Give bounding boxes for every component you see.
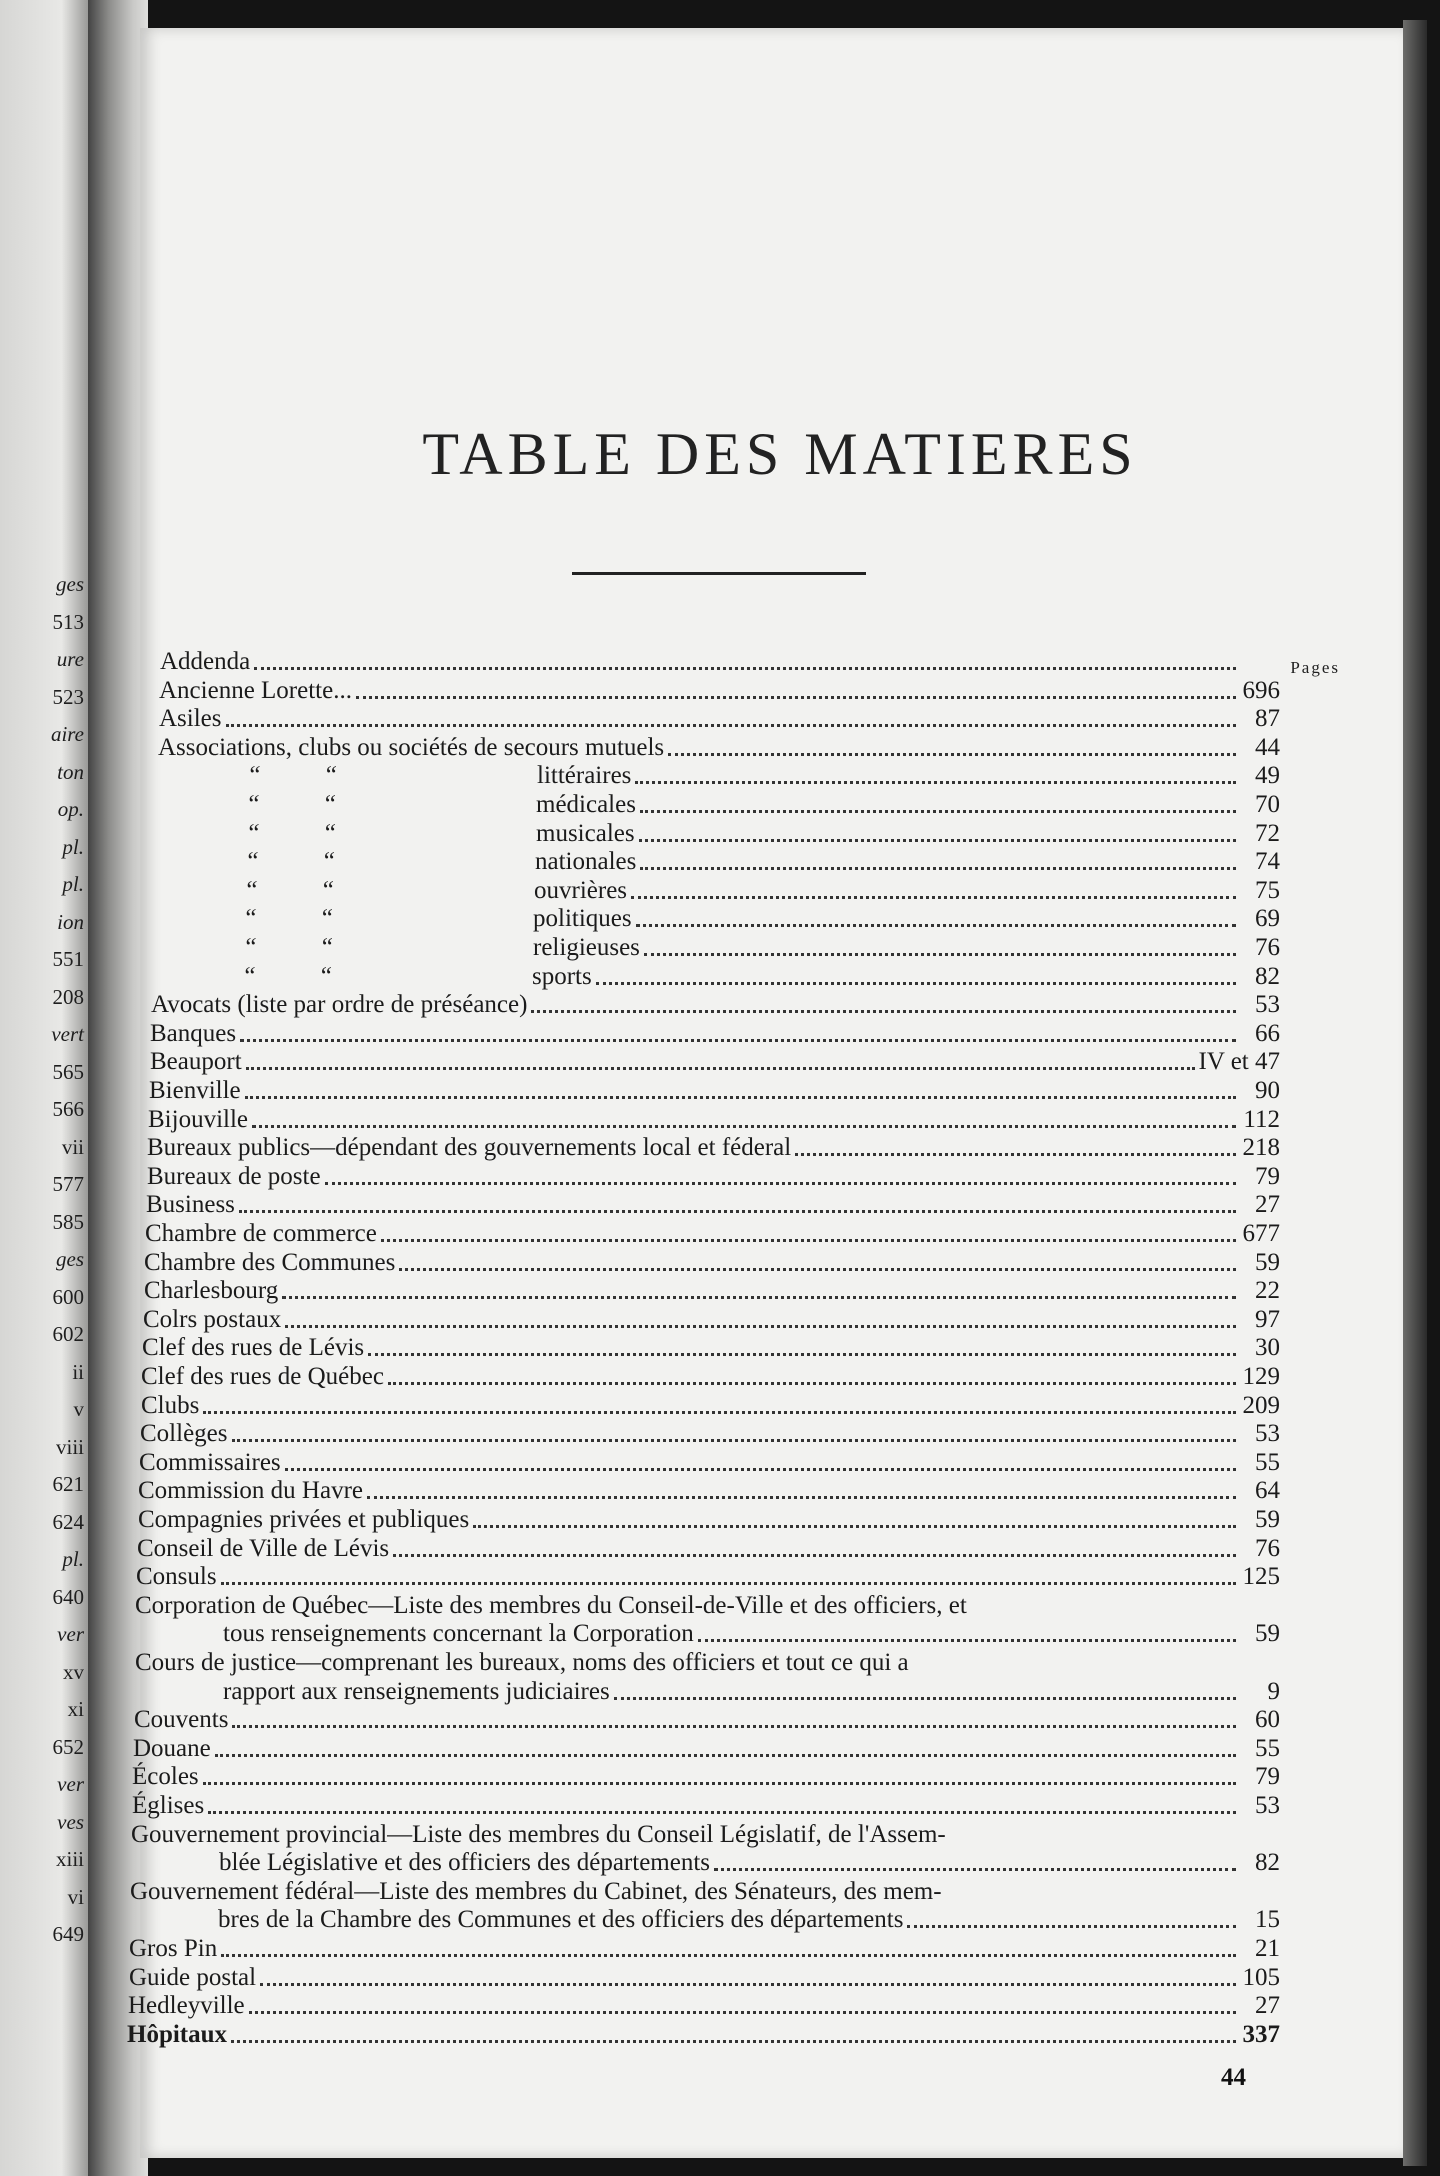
left-page-fragment: ver	[57, 1622, 84, 1646]
left-page-fragment: 600	[52, 1284, 84, 1309]
toc-entry	[151, 989, 1280, 1019]
toc-page-number: 30	[1255, 1334, 1280, 1362]
leader-dots	[285, 1468, 1236, 1471]
toc-entry-title: Gouvernement provincial—Liste des membres du Conseil Législatif, de l'Assem-	[131, 1820, 946, 1848]
toc-entry	[131, 1819, 1280, 1849]
toc-entry-title: Collèges	[140, 1420, 228, 1448]
toc-entry	[128, 1990, 1280, 2020]
leader-dots	[596, 982, 1236, 985]
toc-page-number: 59	[1255, 1506, 1280, 1533]
toc-entry	[136, 1561, 1280, 1591]
toc-page-number: 69	[1255, 905, 1280, 933]
left-page-edge	[0, 0, 88, 2176]
toc-entry-title: Colrs postaux	[143, 1305, 282, 1333]
toc-entry-title: Écoles	[132, 1763, 199, 1791]
ditto-marks: “ “	[243, 905, 334, 933]
toc-entry-title: Consuls	[136, 1563, 217, 1591]
toc-entry-title: Bijouville	[148, 1105, 248, 1133]
leader-dots	[203, 1782, 1236, 1785]
left-page-fragment: 602	[52, 1322, 84, 1346]
leader-dots	[260, 1983, 1236, 1986]
toc-entry-title: Églises	[132, 1792, 205, 1819]
toc-entry	[160, 646, 1280, 676]
toc-entry-continuation-text: bres de la Chambre des Communes et des officiers des départements	[218, 1906, 904, 1934]
toc-entry	[135, 1590, 1280, 1620]
left-page-fragment: ver	[57, 1772, 84, 1796]
toc-entry-title: Cours de justice—comprenant les bureaux, noms des officiers et tout ce qui a	[135, 1649, 909, 1676]
ditto-marks: “ “	[243, 934, 334, 961]
toc-page-number: 64	[1255, 1477, 1280, 1505]
toc-entry-title: Hedleyville	[128, 1992, 245, 2020]
left-page-fragment: ii	[72, 1359, 84, 1384]
left-page-fragment: v	[73, 1397, 84, 1421]
left-page-fragment: 513	[52, 609, 84, 634]
toc-page-number: 209	[1242, 1391, 1280, 1419]
left-page-fragment: 565	[52, 1059, 84, 1084]
toc-entry	[144, 1247, 1280, 1277]
leader-dots	[232, 1725, 1236, 1728]
leader-dots	[367, 1496, 1236, 1499]
toc-page-number: 677	[1242, 1220, 1280, 1247]
leader-dots	[215, 1754, 1236, 1757]
toc-entry-title: Douane	[133, 1734, 211, 1762]
leader-dots	[231, 2040, 1236, 2043]
toc-entry-title: musicales	[536, 819, 635, 847]
toc-page-number: 76	[1255, 1534, 1280, 1562]
toc-entry	[141, 1390, 1280, 1420]
leader-dots	[381, 1239, 1236, 1242]
left-page-fragment: vert	[51, 1022, 84, 1046]
left-page-fragment: ves	[57, 1809, 84, 1834]
leader-dots	[240, 1039, 1236, 1042]
leader-dots	[356, 696, 1236, 699]
leader-dots	[640, 810, 1236, 813]
leader-dots	[635, 781, 1236, 784]
left-page-fragment: ges	[56, 572, 84, 596]
leader-dots	[221, 1582, 1236, 1585]
toc-entry-title: Business	[146, 1191, 235, 1219]
toc-entry	[145, 1218, 1280, 1248]
toc-entry	[159, 675, 1280, 705]
left-page-fragment: pl.	[62, 834, 84, 859]
toc-page-number: 59	[1255, 1248, 1280, 1276]
left-page-fragment: 523	[52, 684, 84, 709]
toc-entry	[144, 1275, 1280, 1305]
ditto-marks: “ “	[245, 848, 336, 876]
trailing-page-number: 44	[1221, 2064, 1246, 2091]
toc-page-number: 105	[1242, 1963, 1280, 1991]
left-page-fragment: 208	[52, 984, 84, 1009]
toc-entry	[147, 1132, 1280, 1162]
left-page-fragment: 566	[52, 1097, 84, 1121]
toc-page-number: 55	[1255, 1448, 1280, 1476]
toc-page-number: 218	[1242, 1134, 1280, 1162]
toc-page-number: 337	[1242, 2020, 1280, 2048]
toc-entry	[150, 1018, 1280, 1048]
toc-entry	[135, 1647, 1280, 1677]
leader-dots	[232, 1439, 1237, 1442]
toc-page-number: 125	[1242, 1563, 1280, 1591]
toc-entry-title: Charlesbourg	[144, 1277, 279, 1305]
book-page	[127, 28, 1403, 2158]
leader-dots	[907, 1925, 1236, 1928]
left-page-fragment: 624	[52, 1509, 84, 1534]
toc-page-number: 49	[1255, 762, 1280, 790]
toc-entry	[156, 818, 1280, 848]
toc-entry	[146, 1189, 1280, 1219]
toc-entry-title: Commission du Havre	[138, 1477, 363, 1505]
toc-entry-continuation	[135, 1676, 1280, 1706]
leader-dots	[285, 1325, 1236, 1328]
toc-entry	[132, 1761, 1280, 1791]
leader-dots	[393, 1554, 1236, 1557]
toc-entry-title: Clubs	[141, 1391, 200, 1419]
leader-dots	[640, 867, 1236, 870]
leader-dots	[614, 1697, 1236, 1700]
left-page-fragment: 585	[52, 1209, 84, 1234]
ditto-marks: “ “	[247, 762, 338, 790]
left-page-fragment: pl.	[62, 1547, 84, 1571]
toc-entry-continuation-text: blée Législative et des officiers des départements	[219, 1849, 711, 1877]
toc-entry	[140, 1418, 1280, 1448]
toc-entry-title: Couvents	[134, 1706, 229, 1734]
left-page-fragment: viii	[55, 1434, 84, 1459]
toc-entry	[153, 932, 1280, 962]
toc-page-number: 27	[1255, 1992, 1280, 2020]
left-page-fragment: op.	[57, 797, 84, 821]
leader-dots	[221, 1954, 1236, 1957]
leader-dots	[249, 2011, 1236, 2014]
toc-page-number: 15	[1255, 1906, 1280, 1934]
toc-page-number: 76	[1255, 934, 1280, 961]
left-page-fragment: xiii	[55, 1847, 84, 1871]
left-page-fragment: vii	[61, 1134, 84, 1159]
toc-entry-title: littéraires	[537, 762, 632, 790]
toc-page-number: 9	[1267, 1677, 1280, 1705]
toc-entry	[155, 846, 1280, 876]
toc-entry	[138, 1475, 1280, 1505]
toc-entry-continuation-text: rapport aux renseignements judiciaires	[223, 1677, 610, 1705]
toc-entry-title: Bureaux publics—dépendant des gouvernements local et féderal	[147, 1134, 792, 1162]
toc-entry-title: ouvrières	[534, 876, 628, 904]
toc-page-number: 79	[1255, 1162, 1280, 1190]
leader-dots	[531, 1010, 1236, 1013]
toc-entry-title: Asiles	[159, 705, 222, 733]
toc-page-number: 22	[1255, 1277, 1280, 1305]
left-page-fragment: xv	[63, 1659, 84, 1684]
leader-dots	[644, 953, 1236, 956]
toc-entry-title: Hôpitaux	[127, 2020, 228, 2048]
toc-entry	[154, 875, 1280, 905]
toc-entry	[157, 760, 1280, 790]
toc-page-number: 55	[1255, 1734, 1280, 1762]
toc-entry-title: Banques	[150, 1019, 237, 1047]
toc-page-number: 82	[1255, 962, 1280, 990]
toc-page-number: 79	[1255, 1763, 1280, 1791]
left-page-fragment: ges	[56, 1247, 84, 1271]
toc-entry-title: Guide postal	[129, 1963, 257, 1991]
toc-entry-title: Gros Pin	[129, 1935, 218, 1962]
toc-page-number: 90	[1255, 1077, 1280, 1104]
leader-dots	[239, 1210, 1236, 1213]
ditto-marks: “ “	[244, 876, 335, 904]
leader-dots	[368, 1353, 1236, 1356]
ditto-marks: “ “	[246, 791, 337, 818]
toc-entry	[148, 1104, 1280, 1134]
toc-entry-continuation-text: tous renseignements concernant la Corporation	[223, 1620, 694, 1648]
toc-entry	[142, 1332, 1280, 1362]
leader-dots	[388, 1382, 1236, 1385]
ditto-marks: “ “	[242, 962, 333, 990]
leader-dots	[399, 1268, 1236, 1271]
toc-entry-title: religieuses	[533, 934, 640, 961]
toc-page-number: 97	[1255, 1305, 1280, 1333]
toc-page-number: 53	[1255, 991, 1280, 1019]
toc-entry	[141, 1361, 1280, 1391]
toc-entry-title: Commissaires	[139, 1448, 281, 1476]
leader-dots	[203, 1411, 1236, 1414]
leader-dots	[795, 1153, 1236, 1156]
left-page-fragment: vi	[67, 1884, 84, 1909]
leader-dots	[639, 839, 1236, 842]
left-page-fragment: 551	[52, 947, 84, 971]
toc-page-number: 75	[1255, 876, 1280, 904]
toc-entry	[137, 1533, 1280, 1563]
toc-entry-title: Conseil de Ville de Lévis	[137, 1534, 390, 1562]
toc-entry	[132, 1790, 1280, 1820]
left-page-fragment: 652	[52, 1734, 84, 1759]
toc-entry	[133, 1733, 1280, 1763]
toc-entry	[152, 961, 1280, 991]
toc-entry-title: Avocats (liste par ordre de préséance)	[151, 991, 528, 1019]
toc-page-number: 87	[1255, 705, 1280, 733]
toc-entry	[138, 1504, 1280, 1534]
toc-entry-title: Compagnies privées et publiques	[138, 1506, 470, 1533]
toc-entry-continuation	[135, 1618, 1280, 1648]
toc-page-number: 60	[1255, 1706, 1280, 1734]
left-page-fragment: ton	[57, 759, 84, 784]
leader-dots	[252, 1125, 1236, 1128]
left-page-fragment: ure	[56, 647, 84, 671]
toc-page-number: 21	[1255, 1935, 1280, 1962]
toc-page-number: 82	[1255, 1849, 1280, 1877]
toc-entry-continuation	[130, 1904, 1280, 1934]
toc-entry	[159, 703, 1280, 733]
leader-dots	[714, 1868, 1236, 1871]
toc-page-number: 53	[1255, 1792, 1280, 1819]
left-page-fragment: 649	[52, 1922, 84, 1946]
leader-dots	[636, 924, 1236, 927]
ditto-marks: “ “	[246, 819, 337, 847]
leader-dots	[245, 1096, 1236, 1099]
leader-dots	[226, 724, 1237, 727]
left-page-fragment: xi	[67, 1697, 84, 1721]
leader-dots	[698, 1639, 1236, 1642]
toc-entry	[147, 1161, 1280, 1191]
page-right-edge	[1403, 20, 1427, 2166]
toc-entry-title: Gouvernement fédéral—Liste des membres du Cabinet, des Sénateurs, des mem-	[130, 1877, 942, 1905]
toc-entry-title: médicales	[536, 791, 636, 818]
toc-entry	[130, 1876, 1280, 1906]
leader-dots	[246, 1067, 1195, 1070]
toc-entry-title: Chambre des Communes	[144, 1248, 396, 1276]
toc-page-number: IV et 47	[1198, 1048, 1280, 1076]
toc-entry	[134, 1704, 1280, 1734]
toc-page-number: 696	[1242, 676, 1280, 704]
leader-dots	[668, 753, 1236, 756]
leader-dots	[325, 1182, 1236, 1185]
toc-entry-title: Corporation de Québec—Liste des membres du Conseil-de-Ville et des officiers, et	[135, 1591, 967, 1619]
toc-entry-title: Clef des rues de Lévis	[142, 1334, 365, 1362]
left-page-fragment: 640	[52, 1584, 84, 1609]
leader-dots	[208, 1811, 1236, 1814]
toc-entry	[127, 2019, 1280, 2049]
leader-dots	[631, 896, 1236, 899]
toc-entry	[156, 789, 1280, 819]
toc-entry	[150, 1046, 1280, 1076]
toc-entry-title: Addenda	[160, 648, 251, 675]
toc-entry-title: Bureaux de poste	[147, 1162, 321, 1190]
page-title: TABLE DES MATIERES	[422, 421, 1138, 487]
toc-entry	[158, 732, 1280, 762]
leader-dots	[254, 667, 1236, 670]
toc-page-number: 44	[1255, 733, 1280, 761]
toc-entry-title: Associations, clubs ou sociétés de secours mutuels	[158, 733, 665, 761]
left-page-fragment: pl.	[62, 872, 84, 896]
toc-page-number: 70	[1255, 791, 1280, 818]
toc-entry-title: Beauport	[150, 1048, 242, 1076]
leader-dots	[473, 1525, 1236, 1528]
toc-page-number: 74	[1255, 848, 1280, 876]
toc-entry	[149, 1075, 1280, 1105]
leader-dots	[282, 1296, 1236, 1299]
toc-entry-title: Chambre de commerce	[145, 1220, 377, 1247]
toc-entry-continuation	[131, 1847, 1280, 1877]
toc-entry-title: sports	[532, 962, 592, 990]
toc-entry-title: Bienville	[149, 1077, 241, 1104]
toc-page-number: 27	[1255, 1191, 1280, 1219]
pages-column-label: Pages	[1290, 658, 1340, 677]
toc-entry	[153, 903, 1280, 933]
toc-page-number: 53	[1255, 1420, 1280, 1448]
toc-page-number: 66	[1255, 1019, 1280, 1047]
toc-page-number: 59	[1255, 1620, 1280, 1648]
toc-page-number: 112	[1243, 1105, 1280, 1133]
toc-page-number: 129	[1242, 1363, 1280, 1390]
toc-entry-title: nationales	[535, 848, 637, 876]
toc-entry	[143, 1304, 1280, 1334]
toc-entry-title: Clef des rues de Québec	[141, 1363, 384, 1390]
left-page-fragment: 621	[52, 1472, 84, 1496]
left-page-fragment: 577	[52, 1172, 84, 1196]
left-page-fragment: ion	[57, 909, 84, 934]
toc-entry-title: politiques	[533, 905, 632, 933]
toc-entry-title: Ancienne Lorette...	[159, 676, 352, 704]
toc-entry	[129, 1933, 1280, 1963]
toc-page-number: 72	[1255, 819, 1280, 847]
title-rule	[572, 572, 866, 575]
toc-entry	[139, 1447, 1280, 1477]
toc-entry	[129, 1962, 1280, 1992]
left-page-fragment: aire	[50, 722, 84, 746]
